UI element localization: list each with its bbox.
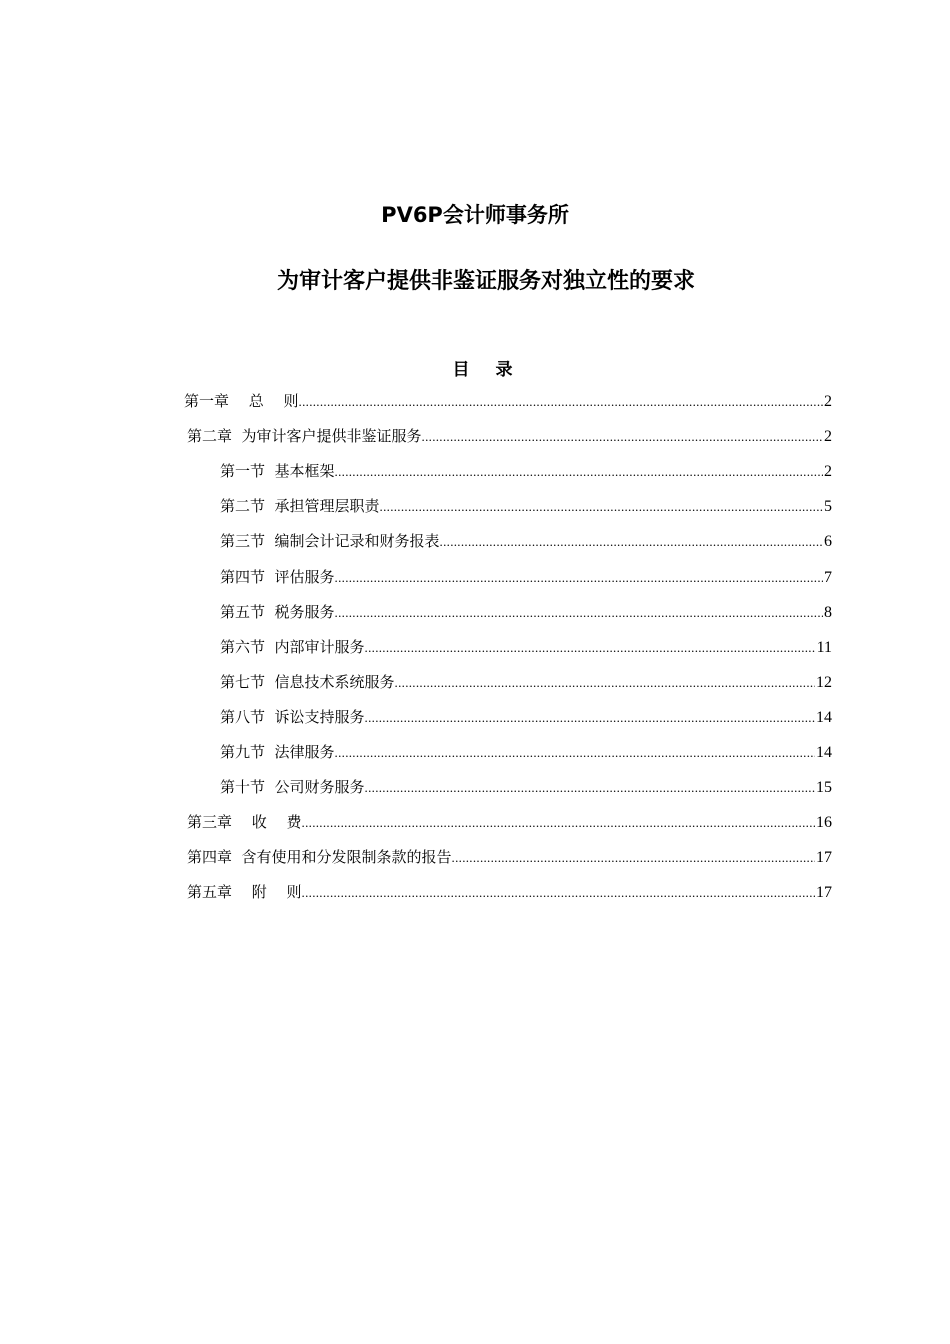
toc-entry[interactable]	[184, 388, 832, 414]
toc-dot-leader	[422, 424, 823, 450]
toc-dot-leader	[365, 705, 815, 731]
toc-entry-label: 第五节 税务服务	[220, 602, 335, 621]
document-title: 为审计客户提供非鉴证服务对独立性的要求	[276, 269, 695, 294]
toc-page-number: 15	[816, 779, 832, 797]
toc-dot-leader	[365, 775, 815, 801]
toc-dot-leader	[395, 670, 815, 696]
toc-entry-label: 第五章 附 则	[187, 883, 302, 902]
toc-entry-label: 第六节 内部审计服务	[220, 637, 365, 656]
toc-dot-leader	[299, 389, 823, 415]
toc-dot-leader	[302, 810, 815, 836]
toc-entry-label: 第八节 诉讼支持服务	[220, 707, 365, 726]
toc-entry[interactable]	[220, 739, 832, 765]
toc-dot-leader	[440, 529, 823, 555]
toc-entry-label: 第三节 编制会计记录和财务报表	[220, 532, 440, 551]
toc-dot-leader	[335, 459, 823, 485]
toc-entry-label: 第二节 承担管理层职责	[220, 497, 380, 516]
toc-dot-leader	[302, 880, 815, 906]
toc-entry[interactable]	[220, 493, 832, 519]
toc-entry[interactable]	[187, 879, 832, 905]
toc-page-number: 16	[816, 814, 832, 832]
toc-page-number: 2	[824, 463, 832, 481]
toc-entry-label: 第九节 法律服务	[220, 743, 335, 761]
firm-name: PV6P会计师事务所	[381, 203, 569, 227]
toc-page-number: 6	[824, 533, 832, 551]
toc-page-number: 17	[816, 884, 832, 902]
toc-entry-label: 第四章 含有使用和分发限制条款的报告	[187, 848, 452, 867]
toc-dot-leader	[335, 600, 823, 626]
toc-entry[interactable]	[187, 809, 832, 835]
toc-entry[interactable]	[187, 423, 832, 449]
toc-entry[interactable]	[220, 774, 832, 800]
toc-dot-leader	[335, 740, 815, 766]
toc-dot-leader	[335, 565, 823, 591]
toc-dot-leader	[452, 845, 815, 871]
toc-entry[interactable]	[220, 528, 832, 554]
toc-entry-label: 第七节 信息技术系统服务	[220, 672, 395, 691]
toc-entry[interactable]	[220, 458, 832, 484]
toc-dot-leader	[380, 494, 823, 520]
toc-dot-leader	[365, 635, 816, 661]
toc-page-number: 8	[824, 603, 832, 621]
toc-page-number: 12	[816, 673, 832, 691]
toc-entry-label: 第十节 公司财务服务	[220, 778, 365, 797]
toc-heading: 目 录	[452, 360, 523, 380]
toc-page-number: 11	[816, 638, 832, 656]
toc-entry[interactable]	[220, 704, 832, 730]
toc-page-number: 14	[816, 744, 832, 761]
toc-entry-label: 第三章 收 费	[187, 813, 302, 832]
toc-page-number: 5	[824, 498, 832, 516]
toc-entry[interactable]	[220, 564, 832, 590]
toc-entry-label: 第四节 评估服务	[220, 567, 335, 586]
toc-entry[interactable]	[187, 844, 832, 870]
toc-page-number: 17	[816, 849, 832, 867]
toc-entry[interactable]	[220, 669, 832, 695]
toc-entry[interactable]	[220, 634, 832, 660]
toc-entry-label: 第二章 为审计客户提供非鉴证服务	[187, 427, 422, 446]
toc-entry-label: 第一章 总 则	[184, 392, 299, 410]
toc-page-number: 7	[824, 568, 832, 586]
toc-page-number: 14	[816, 708, 832, 726]
toc-page-number: 2	[824, 393, 832, 410]
toc-page-number: 2	[824, 428, 832, 446]
toc-entry-label: 第一节 基本框架	[220, 462, 335, 481]
toc-entry[interactable]	[220, 599, 832, 625]
